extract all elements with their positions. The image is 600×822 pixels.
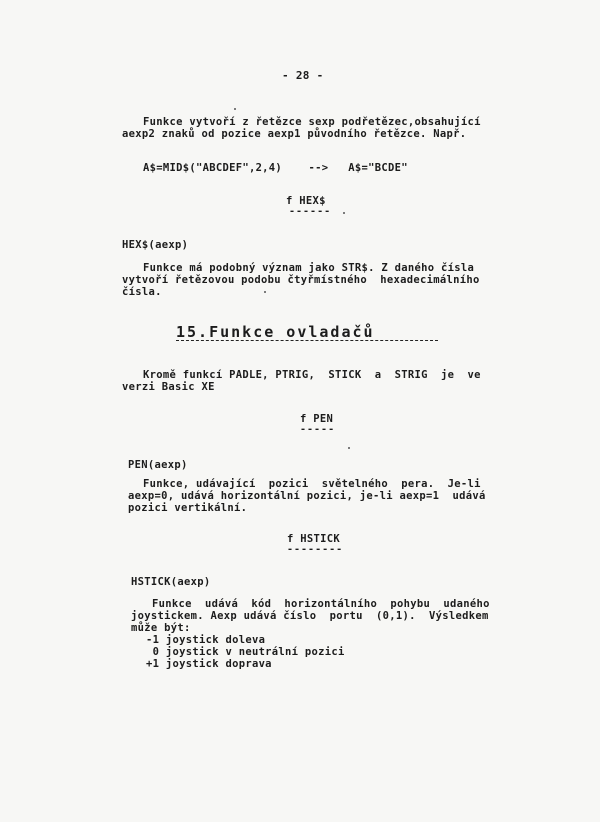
hstick-line-3: může být:	[131, 622, 191, 634]
intro-line-2: aexp2 znaků od pozice aexp1 původního řetězce. Např.	[122, 128, 467, 140]
scan-speck	[348, 447, 350, 449]
pen-syntax: PEN(aexp)	[128, 459, 188, 471]
hstick-item-1: -1 joystick doleva	[146, 634, 266, 646]
hex-line-2: vytvoří řetězovou podobu čtyřmístného hexadecimálního	[122, 274, 480, 286]
hstick-syntax: HSTICK(aexp)	[131, 576, 211, 588]
pen-heading-underline: -----	[300, 424, 336, 435]
hstick-line-1: Funkce udává kód horizontálního pohybu udaného	[152, 598, 490, 610]
page-number: - 28 -	[282, 69, 324, 82]
hstick-heading: f HSTICK	[287, 533, 340, 545]
scan-speck	[343, 212, 345, 214]
pen-heading: f PEN	[300, 413, 334, 425]
section-intro-line-2: verzi Basic XE	[122, 381, 215, 393]
scan-speck	[234, 108, 236, 110]
hstick-line-2: joystickem. Aexp udává číslo portu (0,1). Výsledkem	[131, 610, 489, 622]
scan-speck	[264, 291, 266, 293]
pen-line-3: pozici vertikální.	[128, 502, 248, 514]
intro-example: A$=MID$("ABCDEF",2,4) --> A$="BCDE"	[143, 162, 408, 174]
hex-heading-underline: ------	[289, 206, 332, 217]
hex-line-3: čísla.	[122, 286, 162, 298]
hstick-item-2: 0 joystick v neutrální pozici	[146, 646, 345, 658]
section-title-underline	[176, 340, 438, 341]
section-title: 15.Funkce ovladačů	[176, 323, 375, 341]
section-intro-line-1: Kromě funkcí PADLE, PTRIG, STICK a STRIG je ve	[143, 369, 481, 381]
hstick-item-3: +1 joystick doprava	[146, 658, 272, 670]
hstick-heading-underline: --------	[287, 544, 344, 555]
pen-line-1: Funkce, udávající pozici světelného pera. Je-li	[143, 478, 481, 490]
hex-heading: f HEX$	[286, 195, 326, 207]
pen-line-2: aexp=0, udává horizontální pozici, je-li aexp=1 udává	[128, 490, 486, 502]
hex-line-1: Funkce má podobný význam jako STR$. Z daného čísla	[143, 262, 475, 274]
intro-line-1: Funkce vytvoří z řetězce sexp podřetězec,obsahující	[143, 116, 481, 128]
hex-syntax: HEX$(aexp)	[122, 239, 189, 251]
